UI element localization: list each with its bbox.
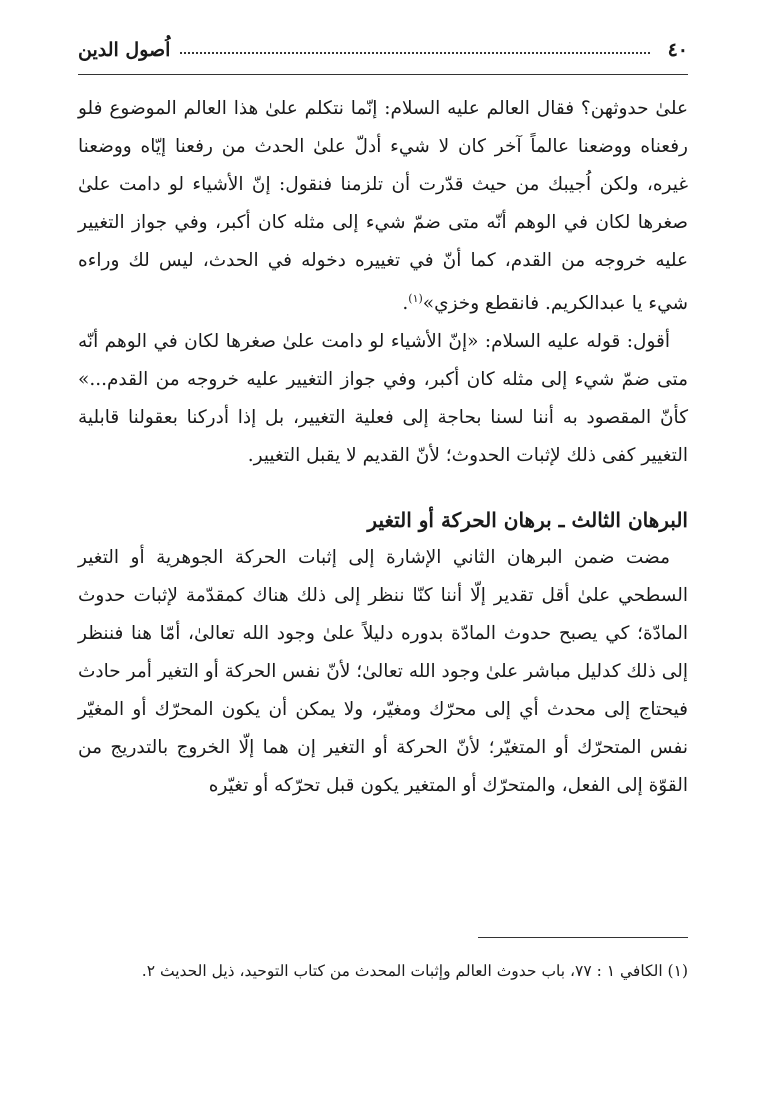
page-header bbox=[78, 32, 688, 68]
header-rule bbox=[78, 74, 688, 75]
main-text bbox=[78, 90, 688, 805]
header-dot-leader bbox=[180, 52, 649, 54]
page-number: ٤٠ bbox=[667, 39, 688, 61]
paragraph-text: علىٰ حدوثهن؟ فقال العالم عليه السلام: إنّما نتكلم علىٰ هذا العالم الموضوع فلو رفعناه ووضعنا عالماً آخر كان لا شيء أدلّ علىٰ الحدث من رفعنا إيّاه ووضعنا غيره، ولكن اُجيبك من حيث قدّرت أن تلزمنا فنقول: إنّ الأشياء لو دامت علىٰ صغرها لكان في الوهم أنّه متى ضمّ شيء إلى مثله كان أكبر، وفي جواز التغيير عليه خروجه من القدم، كما أنّ في تغييره دخوله في الحدث، ليس لك وراءه شيء يا عبدالكريم. فانقطع وخزي» bbox=[78, 98, 688, 315]
footnote-reference: (١) bbox=[408, 292, 423, 305]
footnote-text: (١) الكافي ١ : ٧٧، باب حدوث العالم وإثبات المحدث من كتاب التوحيد، ذيل الحديث ٢. bbox=[141, 962, 688, 980]
paragraph-commentary: أقول: قوله عليه السلام: «إنّ الأشياء لو دامت علىٰ صغرها لكان في الوهم أنّه متى ضمّ شيء إلى مثله كان أكبر، وفي جواز التغيير عليه خروجه من القدم...» كأنّ المقصود به أننا لسنا بحاجة إلى فعلية التغيير، بل إذا أدركنا بعقولنا قابلية التغيير كفى ذلك لإثبات الحدوث؛ لأنّ القديم لا يقبل التغيير. bbox=[78, 331, 688, 467]
footnote bbox=[78, 956, 688, 986]
footnote-separator bbox=[478, 937, 688, 938]
paragraph-quote-continuation: علىٰ حدوثهن؟ فقال العالم عليه السلام: إنّما نتكلم علىٰ هذا العالم الموضوع فلو رفعناه ووضعنا عالماً آخر كان لا شيء أدلّ علىٰ الحدث من رفعنا إيّاه ووضعنا غيره، ولكن اُجيبك من حيث قدّرت أن تلزمنا فنقول: إنّ الأشياء لو دامت علىٰ صغرها لكان في الوهم أنّه متى ضمّ شيء إلى مثله كان أكبر، وفي جواز التغيير عليه خروجه من القدم، كما أنّ في تغييره دخوله في الحدث، ليس لك وراءه شيء يا عبدالكريم. فانقطع وخزي»$^{(١)}$. bbox=[78, 98, 688, 315]
running-title: اُصول الدين bbox=[78, 39, 171, 61]
section-heading: البرهان الثالث ـ برهان الحركة أو التغير bbox=[367, 508, 688, 533]
paragraph-section: مضت ضمن البرهان الثاني الإشارة إلى إثبات الحركة الجوهرية أو التغير السطحي علىٰ أقل تقدير إلّا أننا كنّا ننظر إلى ذلك هناك كمقدّمة لإثبات حدوث المادّة؛ كي يصبح حدوث المادّة بدوره دليلاً علىٰ وجود الله تعالىٰ، أمّا هنا فننظر إلى ذلك كدليل مباشر علىٰ وجود الله تعالىٰ؛ لأنّ نفس الحركة أو التغير أمر حادث فيحتاج إلى محدث أي إلى محرّك ومغيّر، ولا يمكن أن يكون المحرّك أو المغيّر نفس المتحرّك أو المتغيّر؛ لأنّ الحركة أو التغير إن هما إلّا الخروج بالتدريج من القوّة إلى الفعل، والمتحرّك أو المتغير يكون قبل تحرّكه أو تغيّره bbox=[78, 547, 688, 797]
